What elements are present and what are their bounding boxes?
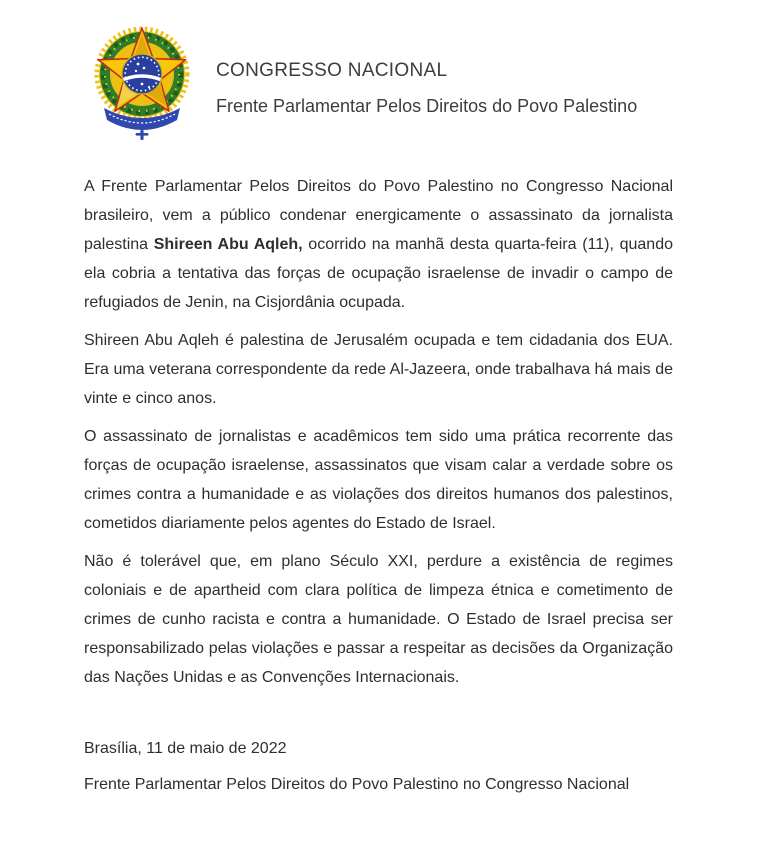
org-subtitle: Frente Parlamentar Pelos Direitos do Povo Palestino xyxy=(216,96,638,116)
paragraph-1-text-after: ocorrido na manhã desta quarta-feira (11), quando ela cobria a tentativa das forças de ocupação israelense de invadir o campo de refugiados de Jenin, na Cisjordânia ocupada. xyxy=(84,236,673,311)
brazil-coat-of-arms-icon xyxy=(90,26,194,144)
header-text-block xyxy=(216,26,637,117)
paragraph-3: O assassinato de jornalistas e acadêmicos tem sido uma prática recorrente das forças de ocupação israelense, assassinatos que visam calar a verdade sobre os crimes contra a humanidade e as violações dos direitos humanos dos palestinos, cometidos diariamente pelos agentes do Estado de Israel. xyxy=(84,428,673,532)
paragraph-1 xyxy=(84,172,673,317)
paragraph-4: Não é tolerável que, em plano Século XXI, perdure a existência de regimes coloniais e de apartheid com clara política de limpeza étnica e cometimento de crimes de cunho racista e contra a humanidade. O Estado de Israel precisa ser responsabilizado pelas violações e passar a respeitar as decisões da Organização das Nações Unidas e as Convenções Internacionais. xyxy=(84,553,673,686)
paragraph-1-text-before: A Frente Parlamentar Pelos Direitos do Povo Palestino no Congresso Nacional brasileiro, vem a público condenar energicamente o assassinato da jornalista palestina xyxy=(84,178,673,253)
org-title: CONGRESSO NACIONAL xyxy=(216,60,448,81)
letter-body xyxy=(84,172,673,799)
paragraph-2: Shireen Abu Aqleh é palestina de Jerusalém ocupada e tem cidadania dos EUA. Era uma veterana correspondente da rede Al-Jazeera, onde trabalhava há mais de vinte e cinco anos. xyxy=(84,332,673,407)
journalist-name-bold: Shireen Abu Aqleh, xyxy=(153,236,303,253)
signature-line: Frente Parlamentar Pelos Direitos do Povo Palestino no Congresso Nacional xyxy=(84,776,630,793)
dateline: Brasília, 11 de maio de 2022 xyxy=(84,740,287,757)
document-header xyxy=(90,26,637,144)
